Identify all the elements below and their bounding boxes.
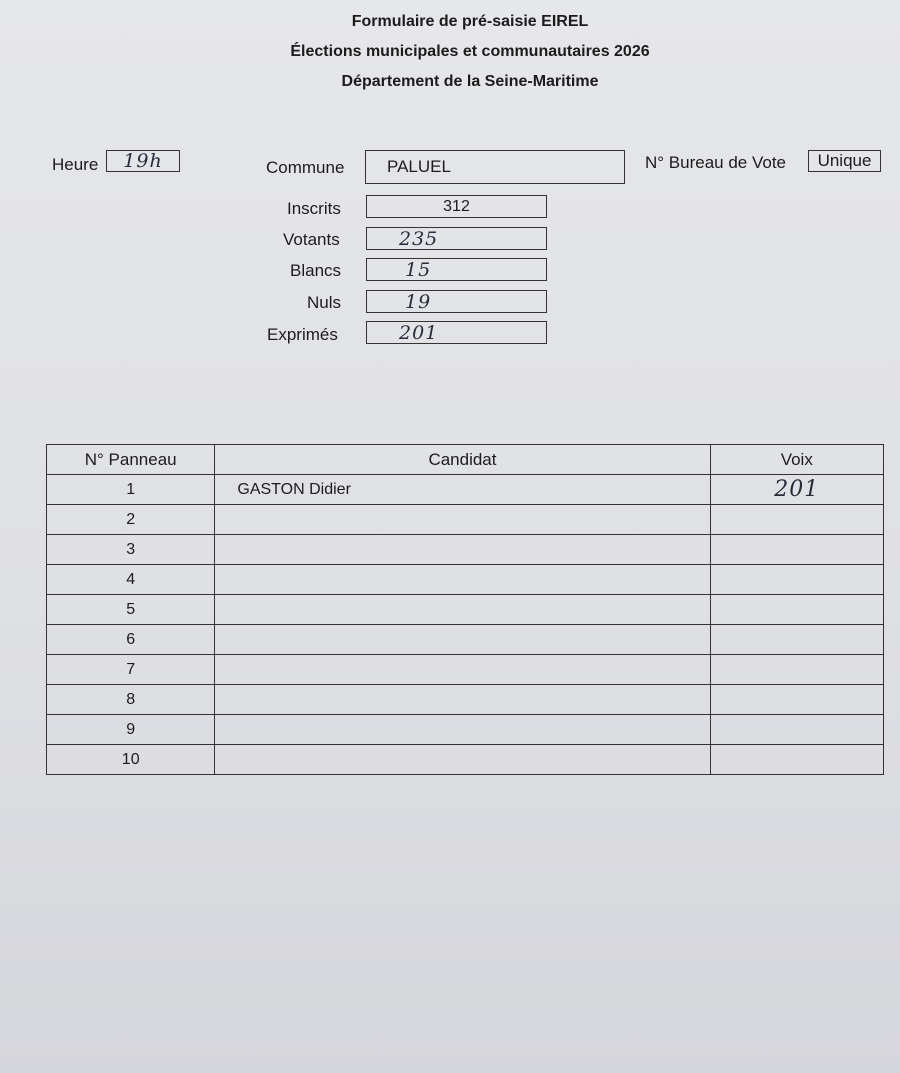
candidat-cell[interactable] [215,655,710,685]
candidat-cell[interactable]: GASTON Didier [215,475,710,505]
table-row [47,655,884,685]
candidat-cell[interactable] [215,535,710,565]
panneau-cell: 7 [47,655,215,685]
results-table [46,444,884,775]
candidat-cell[interactable] [215,595,710,625]
form-header [0,10,900,100]
voix-cell[interactable] [710,745,883,775]
table-row [47,565,884,595]
heure-label: Heure [52,155,99,174]
nuls-field[interactable]: 19 [366,290,547,313]
panneau-cell: 9 [47,715,215,745]
votants-label: Votants [283,230,340,249]
election-title: Élections municipales et communautaires 2026 [290,43,650,60]
inscrits-label: Inscrits [287,199,341,218]
commune-label: Commune [266,158,345,177]
panneau-cell: 1 [47,475,215,505]
table-row [47,625,884,655]
candidat-cell[interactable] [215,625,710,655]
inscrits-field[interactable]: 312 [366,195,547,218]
panneau-cell: 4 [47,565,215,595]
candidat-cell[interactable] [215,565,710,595]
table-row [47,685,884,715]
candidat-cell[interactable] [215,715,710,745]
panneau-cell: 6 [47,625,215,655]
blancs-label: Blancs [290,261,342,280]
heure-field[interactable]: 19h [106,150,180,172]
bureau-field[interactable]: Unique [808,150,881,172]
table-row [47,745,884,775]
table-row [47,595,884,625]
panneau-cell: 3 [47,535,215,565]
candidat-cell[interactable] [215,685,710,715]
commune-field[interactable]: PALUEL [365,150,625,184]
exprimes-field[interactable]: 201 [366,321,547,344]
voix-cell[interactable] [710,565,883,595]
voix-cell[interactable] [710,505,883,535]
table-row [47,505,884,535]
header-panneau: N° Panneau [47,445,215,475]
header-candidat: Candidat [215,445,710,475]
header-voix: Voix [710,445,883,475]
voix-cell[interactable] [710,535,883,565]
candidat-cell[interactable] [215,745,710,775]
voix-cell[interactable]: 201 [710,475,883,505]
voix-cell[interactable] [710,595,883,625]
voix-cell[interactable] [710,715,883,745]
panneau-cell: 2 [47,505,215,535]
department-title: Département de la Seine-Maritime [341,73,599,90]
votants-field[interactable]: 235 [366,227,547,250]
table-row [47,715,884,745]
form-title: Formulaire de pré-saisie EIREL [351,13,589,30]
exprimes-label: Exprimés [267,325,338,344]
table-row [47,535,884,565]
panneau-cell: 8 [47,685,215,715]
panneau-cell: 5 [47,595,215,625]
panneau-cell: 10 [47,745,215,775]
nuls-label: Nuls [307,293,342,312]
voix-cell[interactable] [710,655,883,685]
blancs-field[interactable]: 15 [366,258,547,281]
candidat-cell[interactable] [215,505,710,535]
voix-cell[interactable] [710,685,883,715]
voix-cell[interactable] [710,625,883,655]
table-header-row [47,445,884,475]
table-row [47,475,884,505]
bureau-label: N° Bureau de Vote [645,153,787,172]
